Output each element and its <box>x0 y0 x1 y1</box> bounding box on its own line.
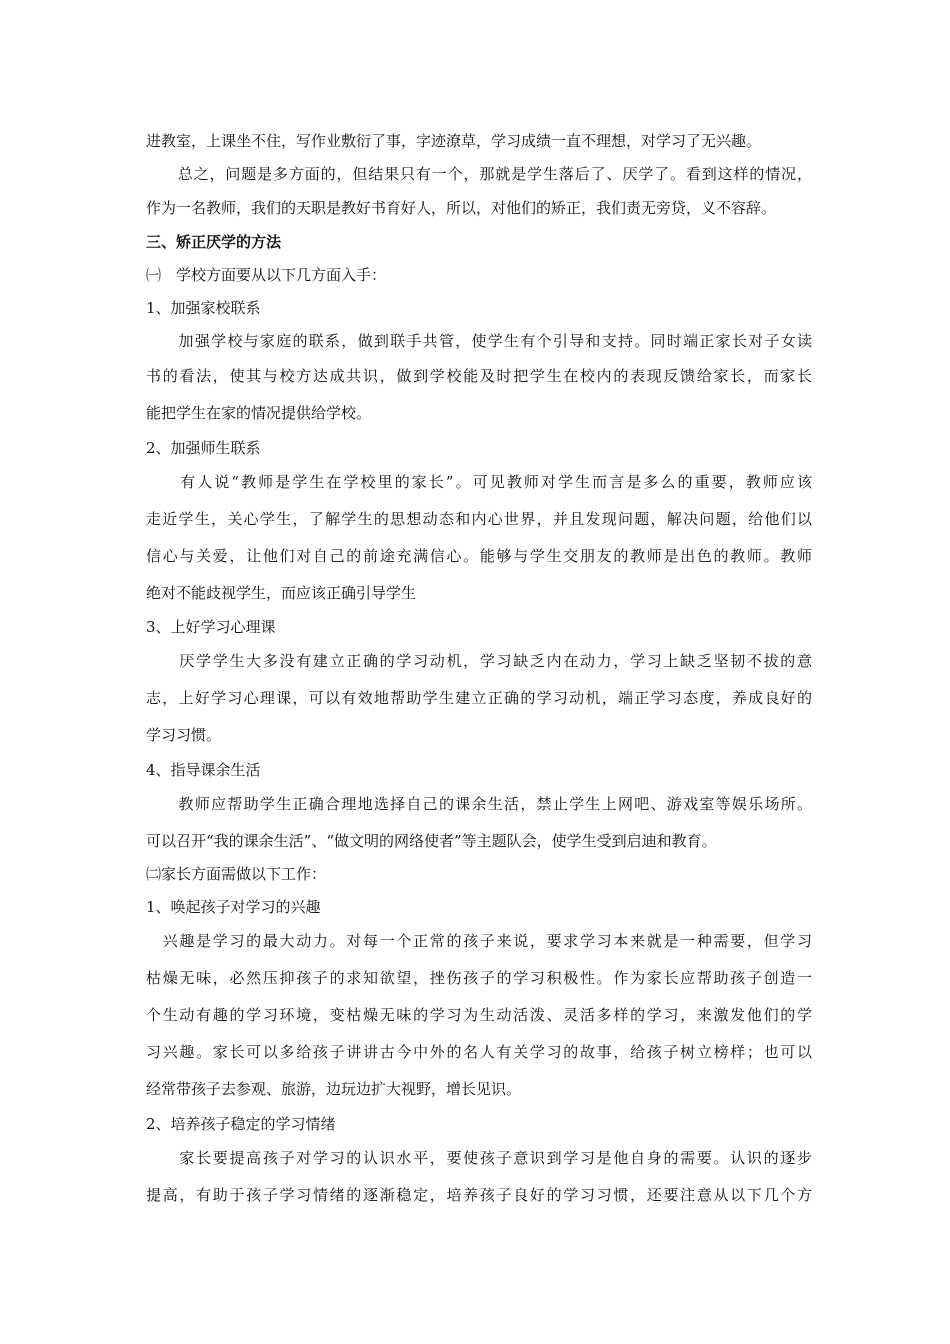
text-line: 加强学校与家庭的联系，做到联手共管，使学生有个引导和支持。同时端正家长对子女读 <box>146 332 812 350</box>
text-line: 学习习惯。 <box>146 726 222 744</box>
item-heading: 2、加强师生联系 <box>146 439 261 457</box>
section-heading: 三、矫正厌学的方法 <box>146 233 282 251</box>
text-line: 有人说“教师是学生在学校里的家长”。可见教师对学生而言是多么的重要，教师应该 <box>146 473 812 491</box>
text-line: 习兴趣。家长可以多给孩子讲讲古今中外的名人有关学习的故事，给孩子树立榜样；也可以 <box>146 1043 812 1061</box>
item-heading: 4、指导课余生活 <box>146 761 261 779</box>
item-heading: 3、上好学习心理课 <box>146 618 276 636</box>
text-line: 绝对不能歧视学生，而应该正确引导学生 <box>146 584 417 602</box>
text-line: 作为一名教师，我们的天职是教好书育好人，所以，对他们的矫正，我们责无旁贷，义不容辞。 <box>146 199 777 217</box>
item-heading: 2、培养孩子稳定的学习情绪 <box>146 1115 336 1133</box>
text-line: 经常带孩子去参观、旅游，边玩边扩大视野，增长见识。 <box>146 1080 522 1098</box>
item-heading: 1、唤起孩子对学习的兴趣 <box>146 898 321 916</box>
item-heading: 1、加强家校联系 <box>146 299 261 317</box>
text-line: 书的看法，使其与校方达成共识，做到学校能及时把学生在校内的表现反馈给家长，而家长 <box>146 367 812 385</box>
text-line: 个生动有趣的学习环境，变枯燥无味的学习为生动活泼、灵活多样的学习，来激发他们的学 <box>146 1006 812 1024</box>
subsection-heading: ㈠ 学校方面要从以下几方面入手： <box>146 266 387 284</box>
text-line: 家长要提高孩子对学习的认识水平，要使孩子意识到学习是他自身的需要。认识的逐步 <box>146 1149 812 1167</box>
text-line: 总之，问题是多方面的，但结果只有一个，那就是学生落后了、厌学了。看到这样的情况， <box>146 165 812 183</box>
text-line: 兴趣是学习的最大动力。对每一个正常的孩子来说，要求学习本来就是一种需要，但学习 <box>146 932 812 950</box>
text-line: 提高，有助于孩子学习情绪的逐渐稳定，培养孩子良好的学习习惯，还要注意从以下几个方 <box>146 1186 812 1204</box>
text-line: 能把学生在家的情况提供给学校。 <box>146 404 372 422</box>
text-line: 走近学生，关心学生，了解学生的思想动态和内心世界，并且发现问题，解决问题，给他们以 <box>146 510 812 528</box>
text-line: 进教室，上课坐不住，写作业敷衍了事，字迹潦草，学习成绩一直不理想，对学习了无兴趣。 <box>146 132 762 150</box>
text-line: 可以召开“我的课余生活”、“做文明的网络使者”等主题队会，使学生受到启迪和教育。 <box>146 832 717 850</box>
text-line: 志，上好学习心理课，可以有效地帮助学生建立正确的学习动机，端正学习态度，养成良好的 <box>146 689 812 707</box>
subsection-heading: ㈡家长方面需做以下工作： <box>146 865 327 883</box>
text-line: 教师应帮助学生正确合理地选择自己的课余生活，禁止学生上网吧、游戏室等娱乐场所。 <box>146 795 812 813</box>
text-line: 枯燥无味，必然压抑孩子的求知欲望，挫伤孩子的学习积极性。作为家长应帮助孩子创造一 <box>146 969 812 987</box>
text-line: 厌学学生大多没有建立正确的学习动机，学习缺乏内在动力，学习上缺乏坚韧不拔的意 <box>146 652 812 670</box>
text-line: 信心与关爱，让他们对自己的前途充满信心。能够与学生交朋友的教师是出色的教师。教师 <box>146 547 812 565</box>
